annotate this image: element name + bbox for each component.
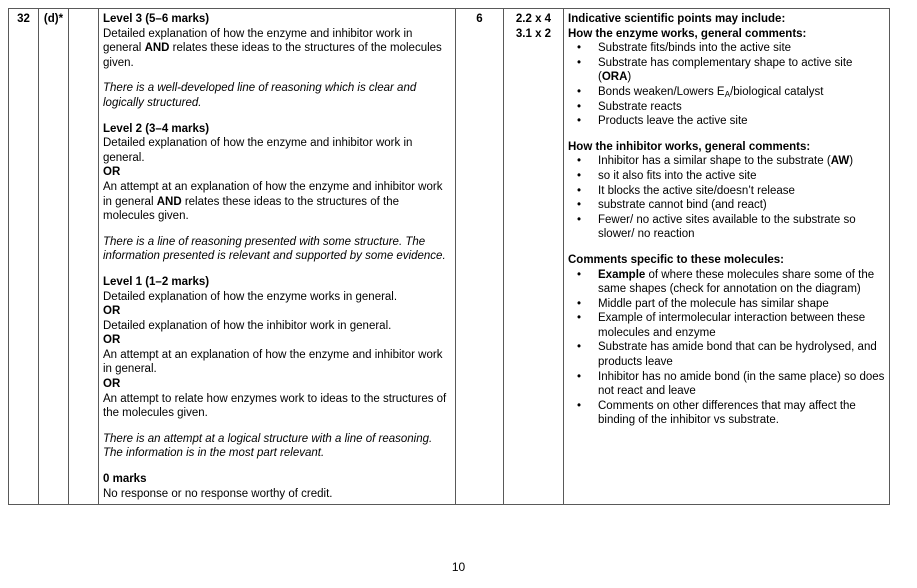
level2-body2-post: relates these ideas to the structures of the molecules given. <box>103 195 399 223</box>
bullet-icon: • <box>577 42 582 55</box>
bullet-icon: • <box>577 370 582 383</box>
level2-body2-pre: An attempt at an explanation of how the enzyme and inhibitor work in general <box>103 180 443 208</box>
level1-or3: OR <box>103 378 121 391</box>
level1-body2: Detailed explanation of how the inhibitor work in general. <box>103 319 392 332</box>
list-item-label: Comments on other differences that may affect the binding of the inhibitor vs substrate. <box>598 399 856 427</box>
marks-cell: 6 <box>456 9 504 505</box>
list-item-emphasis: Example <box>598 268 646 281</box>
bullet-icon: • <box>577 341 582 354</box>
level3-body-bold: AND <box>144 42 170 55</box>
list-item <box>568 213 885 242</box>
list-item-label: so it also fits into the active site <box>598 169 757 182</box>
list-item <box>568 268 885 297</box>
list-item <box>568 154 885 169</box>
list-item <box>568 41 885 56</box>
list-item <box>568 297 885 312</box>
guidance-molecules-heading: Comments specific to these molecules: <box>568 253 785 266</box>
level2-body1: Detailed explanation of how the enzyme and inhibitor work in general. <box>103 137 413 164</box>
question-part-cell: (d)* <box>39 9 69 505</box>
bullet-icon: • <box>577 399 582 412</box>
list-item <box>568 198 885 213</box>
list-item <box>568 370 885 399</box>
mark-scheme-table <box>8 8 890 505</box>
activation-energy-subscript: A <box>724 90 731 100</box>
level1-or1: OR <box>103 305 121 318</box>
list-item-label: Example of intermolecular interaction between these molecules and enzyme <box>598 312 866 339</box>
list-item <box>568 114 885 129</box>
level1-body1: Detailed explanation of how the enzyme works in general. <box>103 290 398 303</box>
zero-marks-heading: 0 marks <box>103 473 147 486</box>
spacer <box>103 70 451 81</box>
bullet-icon: • <box>577 85 582 98</box>
list-item-label: Products leave the active site <box>598 115 748 128</box>
bullet-icon: • <box>577 56 582 69</box>
level2-body2 <box>103 180 451 224</box>
list-item-label: substrate cannot bind (and react) <box>598 199 767 212</box>
level1-body3: An attempt at an explanation of how the enzyme and inhibitor work in general. <box>103 348 443 376</box>
level2-or1: OR <box>103 166 121 179</box>
level3-italic: There is a well-developed line of reasoning which is clear and logically structured. <box>103 82 417 109</box>
bullet-icon: • <box>577 199 582 212</box>
list-item-label: Middle part of the molecule has similar shape <box>598 297 829 310</box>
list-item <box>568 100 885 115</box>
guidance-intro-heading: Indicative scientific points may include: <box>568 13 786 25</box>
bullet-icon: • <box>577 100 582 113</box>
level3-body-post: relates these ideas to the structures of the molecules given. <box>103 42 442 69</box>
level3-body-pre: Detailed explanation of how the enzyme and inhibitor work in general <box>103 27 413 55</box>
level2-italic: There is a line of reasoning presented with some structure. The information presented is relevant and supported by some evidence. <box>103 235 446 263</box>
level1-heading: Level 1 (1–2 marks) <box>103 275 210 288</box>
list-item-label: Inhibitor has a similar shape to the substrate ( <box>598 155 831 168</box>
spacer <box>103 111 451 122</box>
list-item-label: Substrate fits/binds into the active site <box>598 42 792 55</box>
level2-body2-bold: AND <box>156 195 182 208</box>
list-item <box>568 311 885 340</box>
guidance-inhibitor-heading: How the inhibitor works, general comments: <box>568 140 811 153</box>
bullet-icon: • <box>577 169 582 182</box>
list-item-label: of where these molecules share some of the same shapes (check for annotation on the diagram) <box>598 268 875 296</box>
ao-code-line-2: 3.1 x 2 <box>515 27 552 40</box>
list-item <box>568 56 885 85</box>
list-item-emphasis: AW <box>830 155 850 168</box>
list-item-label: Substrate reacts <box>598 100 682 113</box>
list-item-label-post: ) <box>849 155 854 168</box>
guidance-molecules-list <box>568 268 885 429</box>
level3-body <box>103 27 451 71</box>
list-item-label-post: /biological catalyst <box>730 85 824 98</box>
list-item <box>568 169 885 184</box>
list-item-label-post: ) <box>627 71 632 84</box>
level1-italic: There is an attempt at a logical structure with a line of reasoning. The information is in the most part relevant. <box>103 432 433 460</box>
bullet-icon: • <box>577 184 582 197</box>
zero-marks-body: No response or no response worthy of credit. <box>103 487 333 500</box>
level2-heading: Level 2 (3–4 marks) <box>103 122 210 135</box>
spacer <box>103 461 451 472</box>
level1-or2: OR <box>103 334 121 347</box>
question-number-cell: 32 <box>9 9 39 505</box>
spacer <box>568 242 885 253</box>
bullet-icon: • <box>577 115 582 128</box>
bullet-icon: • <box>577 155 582 168</box>
spacer <box>568 129 885 140</box>
guidance-enzyme-list <box>568 41 885 129</box>
spacer <box>103 264 451 275</box>
bullet-icon: • <box>577 268 582 281</box>
list-item-label: Substrate has amide bond that can be hydrolysed, and products leave <box>598 341 877 369</box>
guidance-inhibitor-list <box>568 154 885 242</box>
bullet-icon: • <box>577 312 582 325</box>
list-item <box>568 340 885 369</box>
list-item <box>568 85 885 100</box>
list-item-label: Inhibitor has no amide bond (in the same place) so does not react and leave <box>598 370 885 398</box>
list-item-label: Substrate has complementary shape to active site ( <box>598 56 853 84</box>
list-item-emphasis: ORA <box>601 71 628 84</box>
ao-code-line-1: 2.2 x 4 <box>515 13 552 25</box>
guidance-cell <box>564 9 890 505</box>
spare-column-cell <box>69 9 99 505</box>
bullet-icon: • <box>577 213 582 226</box>
list-item-label: Bonds weaken/Lowers E <box>598 85 725 98</box>
page-number: 10 <box>451 560 466 574</box>
answer-cell <box>99 9 456 505</box>
list-item <box>568 184 885 199</box>
bullet-icon: • <box>577 297 582 310</box>
guidance-enzyme-heading: How the enzyme works, general comments: <box>568 27 807 40</box>
spacer <box>103 224 451 235</box>
table-row <box>9 9 890 505</box>
level1-body4: An attempt to relate how enzymes work to ideas to the structures of the molecules given. <box>103 392 447 420</box>
ao-codes-cell <box>504 9 564 505</box>
list-item-label: It blocks the active site/doesn’t release <box>598 184 795 197</box>
level3-heading: Level 3 (5–6 marks) <box>103 13 210 25</box>
spacer <box>103 421 451 432</box>
list-item-label: Fewer/ no active sites available to the substrate so slower/ no reaction <box>598 213 856 241</box>
list-item <box>568 399 885 428</box>
